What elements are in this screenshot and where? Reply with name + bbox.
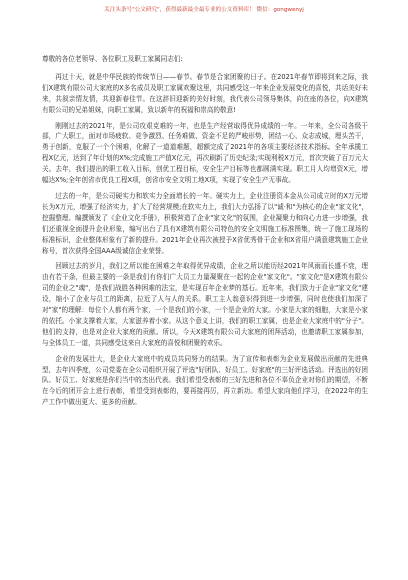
paragraph-1: 再过十天，就是中华民族的传统节日——春节。春节是合家团聚的日子。在2021年春节即将到来之际，我们X建筑有限公司大家庭的X多名成员及职工家属欢聚这里，共同感受这一年来企业发展变化的喜悦，共话美好未来，共叙亲情友情，共迎新春佳节。在这辞旧迎新的美好时刻，我代表公司领导集体，向在座的各位，向X建筑有限公司的兄弟姐妹，向职工家属，致以新年的祝福和崇高的敬意! (42, 72, 368, 114)
letter-body (42, 54, 368, 413)
paragraph-5: 企业的发展壮大，是企业大家庭中的成员共同努力的结果。为了宣传和表彰为企业发展做出贡献的先进典型，去年四季度，公司党委在全公司组织开展了评选"好团队、好员工、好家庭"的三好评选活动。评选出的好团队、好员工、好家庭是你们当中的杰出代表。我们希望受表彰的三好先进和各位不辜负企业对你们的期望，不断在今后的团开会上进行表彰，希望受到表彰的，要再接再厉，再立新功。希望大家向他们学习，在2022年的生产工作中做出更大、更多的贡献。 (42, 354, 368, 407)
promo-banner (0, 6, 408, 15)
paragraph-3: 过去的一年，是公司硬实力和软实力全面增长的一年。硬实力上，企业注册资本金从公司成立时的X万元增长为X万元，增强了经济实力，扩大了经营规模;在软实力上，我们大力弘扬了以"诚·和"为核心的企业"家文化"，挖掘整理、编撰颁发了《企业文化手册》，积极营造了企业"家文化"的氛围，企业凝聚力和向心力进一步增强，我们还重视全面提升企业形象，编写出台了具有X建筑有限公司特色的安全文明施工标准图集，统一了施工现场的标准标识，企业整体形象有了新的提升。2021年企业再次被授予X省优秀骨干企业和X省用户满意建筑施工企业称号，首次获得全国AAA级诚信企业荣誉。 (42, 191, 368, 255)
salutation: 尊敬的各位老领导、各位职工及职工家属同志们: (42, 55, 183, 63)
paragraph-4: 回顾过去的岁月，我们之所以能在困难之年取得优异成绩，企业之所以能历经2021年风雨而长盛不衰，理由有若干条，但最主要的一条是我们有你们广大员工力量凝聚在一起的企业"家文化"。"家文化"是X建筑有限公司的企业之"魂"，是我们战胜各种困难的法宝，是实现百年企业梦的基石。近年来，我们致力于企业"家文化"建设，缩小了企业与员工的距离，拉近了人与人的关系。职工主人翁意识得到进一步增强，同时也使我们加深了对"家"的理解：每位个人都有两个家，一个是我们的小家，一个是企业的大家。小家是大家的细胞，大家是小家的依托。小家支撑着大家，大家滋养着小家。从这个意义上讲，我们的职工家属，也是企业大家庭中的"分子"。他们的支持，也是对企业大家庭的贡献。所以，今天X建筑有限公司大家庭的团拜活动，也邀请职工家属参加，与全体员工一道，共同感受这来自大家庭的喜悦和团聚的欢乐。 (42, 262, 368, 347)
promo-banner-text: 关注头条号"公文研究"，获得最新最全最专业的公文资料库！ 微信：gongwenyj (104, 7, 304, 13)
paragraph-2: 刚刚过去的2021年，是公司攻艰克难的一年，也是生产经营取得优异成绩的一年。一年来，全公司各级干部，广大职工，面对市场疲软、竞争激烈、任务难做、资金不足的严峻形势，团结一心、众志成城，埋头苦干，勇于创新，克服了一个个困难，化解了一道道难题，超额完成了2021年的各项主要经济技术指标。全年承揽工程X亿元，达到了年计划的X%;完成施工产值X亿元，再次刷新了历史纪录;实现利税X万元，首次突破了百万元大关。去年，我们提出的职工收入目标，创优工程目标，安全生产目标等也都圆满实现。职工月人均增资X元，增幅达X%;全年创省市优良工程X项，创省市安全文明工地X项，实现了安全生产无事故。 (42, 121, 368, 185)
